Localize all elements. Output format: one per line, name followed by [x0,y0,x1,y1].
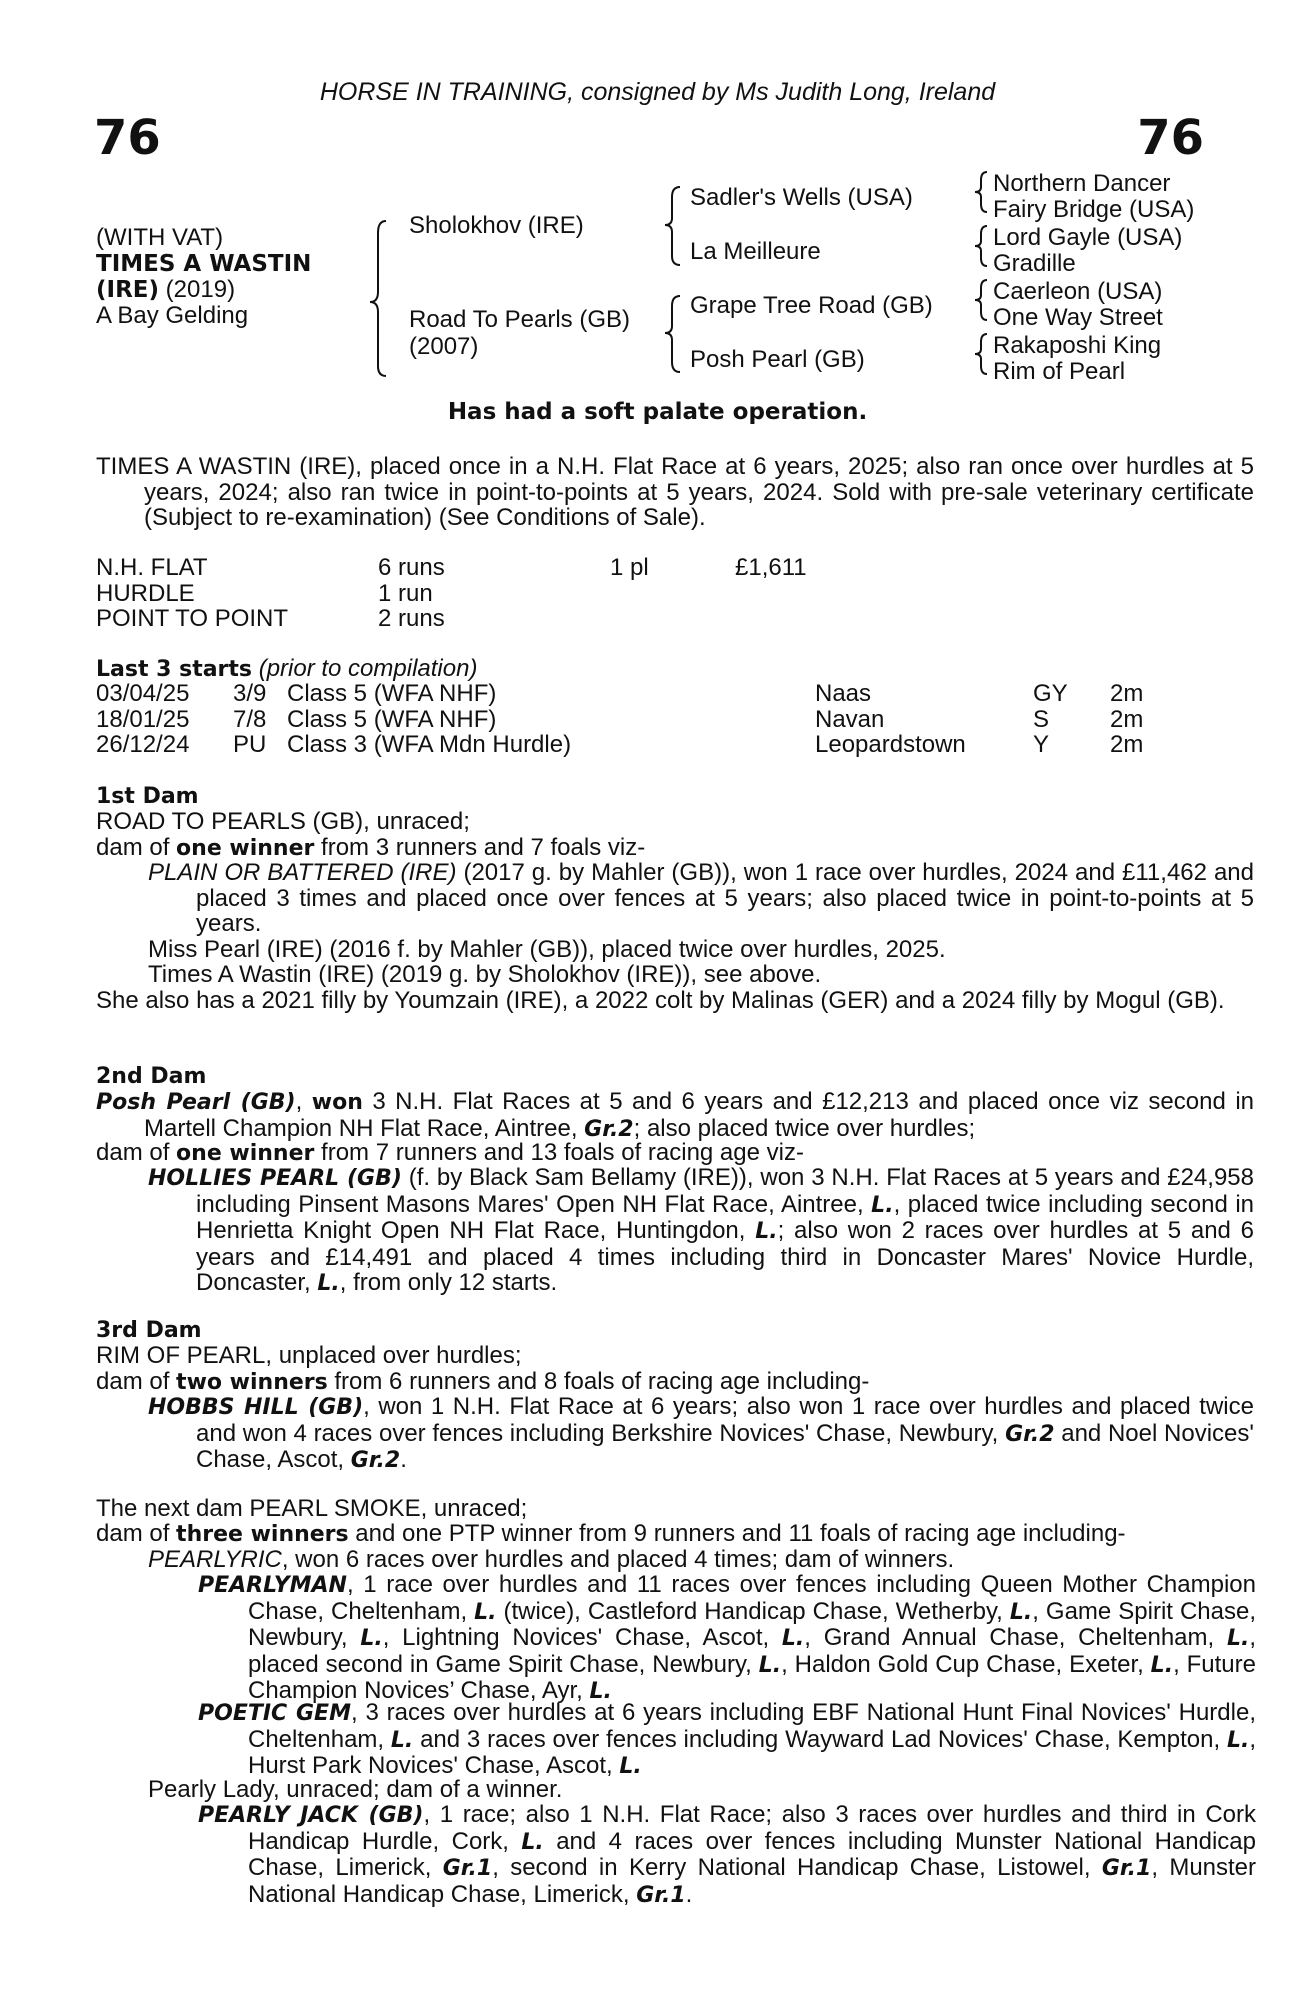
record-placed [610,606,735,632]
text: , placed second in Game Spirit Chase, Newbury, [248,1624,1256,1678]
text: , won 6 races over hurdles and placed 4 times; dam of winners. [281,1546,955,1573]
text: , 3 races over hurdles at 6 years including EBF National Hunt Final Novices' Hurdle, Cheltenham, [248,1699,1256,1753]
record-runs: 6 runs [378,554,445,581]
record-earnings [735,581,807,607]
foal-name: PEARLYRIC [148,1546,282,1573]
won-label: won [311,1090,363,1115]
third-dam-produce-line [96,1369,869,1396]
record-placed: 1 pl [610,554,649,581]
first-dam-line: ROAD TO PEARLS (GB), unraced; [96,808,470,835]
second-dam-heading: 2nd Dam [96,1064,207,1089]
foal-name: PEARLYMAN [198,1573,347,1598]
third-dam-foal [148,1394,1254,1474]
text: , placed twice including second in Henrietta Knight Open NH Flat Race, Huntingdon, [196,1190,1255,1244]
text: , Future Champion Novices’ Chase, Ayr, [248,1650,1256,1704]
first-dam-other-produce: She also has a 2021 filly by Youmzain (IRE), a 2022 colt by Malinas (GER) and a 2024 filly by Mogul (GB). [96,987,1225,1014]
winner-count: two winners [176,1370,328,1395]
race-summary: TIMES A WASTIN (IRE), placed once in a N.H. Flat Race at 6 years, 2025; also ran once over hurdles at 5 years, 2024; also ran twice in point-to-points at 5 years, 2024. Sold with pre-sale veterinary certificate (Subject to re-examination) (See Conditions of Sale). [96,453,1254,531]
foal-name: PLAIN OR BATTERED (IRE) [148,859,457,886]
text: . [400,1446,407,1473]
pedigree-dam: Road To Pearls (GB) [409,306,630,333]
second-dam-record: Posh Pearl (GB), won 3 N.H. Flat Races at 5 and 6 years and £12,213 and placed once viz second in Martell Champion NH Flat Race, Aintree, Gr.2; also placed twice over hurdles; [96,1088,1254,1142]
pedigree-dam-sire: Grape Tree Road (GB) [690,292,933,319]
second-dam-foal [148,1165,1254,1297]
text: 3 N.H. Flat Races at 5 and 6 years and £12,213 and placed once viz second in Martell Champion NH Flat Race, Aintree, [144,1088,1254,1142]
pedigree-sire: Sholokhov (IRE) [409,212,584,239]
text: and one PTP winner from 9 runners and 11 foals of racing age including- [348,1520,1126,1547]
record-row [96,581,807,607]
text: , Hurst Park Novices' Chase, Ascot, [248,1725,1257,1779]
pedigree-gen3-6: One Way Street [993,304,1163,331]
pearly-lady-entry: Pearly Lady, unraced; dam of a winner. [148,1776,563,1803]
pearlyric-entry [148,1547,954,1573]
first-dam-foal-1 [148,860,1254,937]
foal-name: PEARLY JACK (GB) [198,1803,424,1828]
first-dam-heading: 1st Dam [96,784,199,809]
last-starts-table [96,681,1143,758]
record-runs: 1 run [378,579,433,607]
horse-description: A Bay Gelding [96,302,249,329]
start-date: 18/01/25 [96,705,190,733]
start-position: PU [233,731,267,758]
text: and Noel Novices' Chase, Ascot, [196,1419,1254,1473]
race-record-table [96,555,807,632]
grade-label: Gr.1 [442,1856,493,1881]
pedigree-gen3-1: Northern Dancer [993,170,1171,197]
pedigree-gen3-8: Rim of Pearl [993,358,1126,385]
grade-label: Gr.1 [636,1882,686,1908]
record-runs: 2 runs [378,605,445,632]
listed-label: L. [1009,1599,1033,1625]
text: dam of [96,1139,177,1166]
record-placed [610,581,735,607]
text: , Lightning Novices' Chase, Ascot, [382,1624,782,1651]
lot-number-left: 76 [94,110,161,166]
listed-label: L. [1226,1626,1250,1651]
text: , from only 12 starts. [339,1269,558,1296]
start-row [96,707,1143,733]
text: , 1 race over hurdles and 11 races over fences including Queen Mother Champion Chase, Cheltenham, [248,1571,1256,1625]
foal-text: (2017 g. by Mahler (GB)), won 1 race over hurdles, 2024 and £11,462 and placed 3 times and placed once over fences at 5 years; also placed twice in point-to-points at 5 years. [196,859,1254,937]
text: and 3 races over fences including Wayward Lad Novices' Chase, Kempton, [413,1725,1227,1753]
listed-label: L. [474,1599,497,1625]
winner-count: one winner [176,1141,315,1166]
grade-label: Gr.2 [1005,1421,1055,1447]
text: and 4 races over fences including Munster National Handicap Chase, Limerick, [248,1827,1256,1881]
text: , second in Kerry National Handicap Chase, Listowel, [492,1854,1102,1881]
start-race: Class 5 (WFA NHF) [287,705,497,733]
first-dam-produce-line [96,835,645,862]
third-dam-line: RIM OF PEARL, unplaced over hurdles; [96,1342,522,1369]
foal-name: HOBBS HILL (GB) [148,1395,364,1420]
text: (twice), Castleford Handicap Chase, Wetherby, [496,1597,1010,1625]
horse-country: (IRE) [96,277,160,303]
listed-label: L. [589,1679,612,1704]
third-dam-heading: 3rd Dam [96,1318,202,1343]
text: from 6 runners and 8 foals of racing age including- [327,1368,870,1395]
pedigree-gen3-5: Caerleon (USA) [993,278,1163,305]
listed-label: L. [755,1219,778,1244]
record-row [96,606,807,632]
listed-label: L. [521,1829,544,1855]
winner-count: one winner [176,836,315,861]
lot-number-right: 76 [1137,110,1204,166]
text: from 3 runners and 7 foals viz- [314,834,646,861]
text: , 1 race; also 1 N.H. Flat Race; also 3 races over hurdles and third in Cork Handicap Hurdle, Cork, [248,1801,1257,1855]
second-dam-produce-line [96,1140,804,1167]
grade-label: Gr.2 [584,1116,634,1142]
listed-label: L. [317,1271,340,1296]
text: ; also placed twice over hurdles; [633,1114,976,1142]
pedigree-gen3-4: Gradille [993,250,1076,277]
pedigree-sire-sire: Sadler's Wells (USA) [690,184,913,211]
text: ; also won 2 races over hurdles at 5 and 6 years and £14,491 and placed 4 times including third in Doncaster Mares' Novice Hurdle, Doncaster, [196,1217,1255,1296]
pedigree-dam-dam: Posh Pearl (GB) [690,346,865,373]
start-position: 7/8 [233,705,267,733]
next-dam-produce-line [96,1521,1126,1548]
start-course: Leopardstown [815,731,966,758]
first-dam-foal-3: Times A Wastin (IRE) (2019 g. by Sholokhov (IRE)), see above. [148,961,822,988]
text: , Haldon Gold Cup Chase, Exeter, [781,1650,1151,1678]
text: dam of [96,1520,177,1547]
start-going: S [1033,705,1050,733]
pedigree-gen3-2: Fairy Bridge (USA) [993,196,1195,223]
record-earnings [735,606,807,632]
record-earnings: £1,611 [735,554,807,581]
start-distance: 2m [1110,731,1144,758]
text: , Munster National Handicap Chase, Limerick, [248,1854,1257,1908]
text: dam of [96,1368,177,1395]
foal-name: HOLLIES PEARL (GB) [148,1166,402,1191]
grade-label: Gr.1 [1101,1856,1152,1881]
last-starts-subtitle: (prior to compilation) [258,655,478,682]
last-starts-heading [96,656,477,683]
vat-label: (WITH VAT) [96,224,224,251]
dam-name: Posh Pearl (GB) [96,1090,296,1115]
winner-count: three winners [176,1522,349,1547]
pearlyman-entry [198,1572,1256,1705]
start-position: 3/9 [233,680,267,707]
pedigree-dam-year: (2007) [409,333,479,360]
start-course: Navan [815,705,885,733]
first-dam-foal-2: Miss Pearl (IRE) (2016 f. by Mahler (GB)), placed twice over hurdles, 2025. [148,936,946,963]
operation-note: Has had a soft palate operation. [447,399,868,425]
start-distance: 2m [1110,680,1144,707]
poetic-gem-entry [198,1700,1256,1780]
start-going: Y [1033,731,1050,758]
next-dam-line: The next dam PEARL SMOKE, unraced; [96,1495,528,1522]
pearly-jack-entry [198,1802,1256,1908]
text: (f. by Black Sam Bellamy (IRE)), won 3 N.H. Flat Races at 5 years and £24,958 including Pinsent Masons Mares' Open NH Flat Race, Aintree, [196,1164,1254,1218]
text: dam of [96,834,177,861]
start-race: Class 3 (WFA Mdn Hurdle) [287,731,572,758]
start-race: Class 5 (WFA NHF) [287,680,497,707]
start-date: 26/12/24 [96,731,190,758]
listed-label: L. [360,1626,383,1651]
text: , Grand Annual Chase, Cheltenham, [804,1624,1227,1651]
pedigree-gen3-3: Lord Gayle (USA) [993,224,1183,251]
start-going: GY [1033,680,1068,707]
text: , Game Spirit Chase, Newbury, [248,1597,1256,1651]
text: . [685,1880,693,1908]
text: , won 1 N.H. Flat Race at 6 years; also won 1 race over hurdles and placed twice and won 4 races over fences including Berkshire Novices' Chase, Newbury, [196,1393,1254,1447]
last-starts-title: Last 3 starts [96,657,253,682]
listed-label: L. [871,1192,894,1218]
listed-label: L. [1226,1727,1250,1753]
horse-year: (2019) [159,276,236,303]
start-row [96,732,1143,758]
start-course: Naas [815,680,872,707]
listed-label: L. [619,1754,642,1779]
listed-label: L. [390,1727,414,1753]
pedigree-sire-dam: La Meilleure [690,238,821,265]
start-row [96,681,1143,707]
pedigree-gen3-7: Rakaposhi King [993,332,1162,359]
start-distance: 2m [1110,705,1144,733]
record-type: HURDLE [96,579,195,607]
foal-name: POETIC GEM [198,1701,351,1726]
start-date: 03/04/25 [96,680,190,707]
record-row [96,555,807,581]
listed-label: L. [758,1652,782,1678]
record-type: N.H. FLAT [96,554,208,581]
horse-name: TIMES A WASTIN [96,251,312,277]
record-type: POINT TO POINT [96,605,289,632]
grade-label: Gr.2 [350,1448,401,1473]
listed-label: L. [781,1626,805,1651]
catalogue-header: HORSE IN TRAINING, consigned by Ms Judith Long, Ireland [319,78,996,106]
listed-label: L. [1150,1652,1174,1678]
text: from 7 runners and 13 foals of racing age viz- [314,1139,804,1166]
